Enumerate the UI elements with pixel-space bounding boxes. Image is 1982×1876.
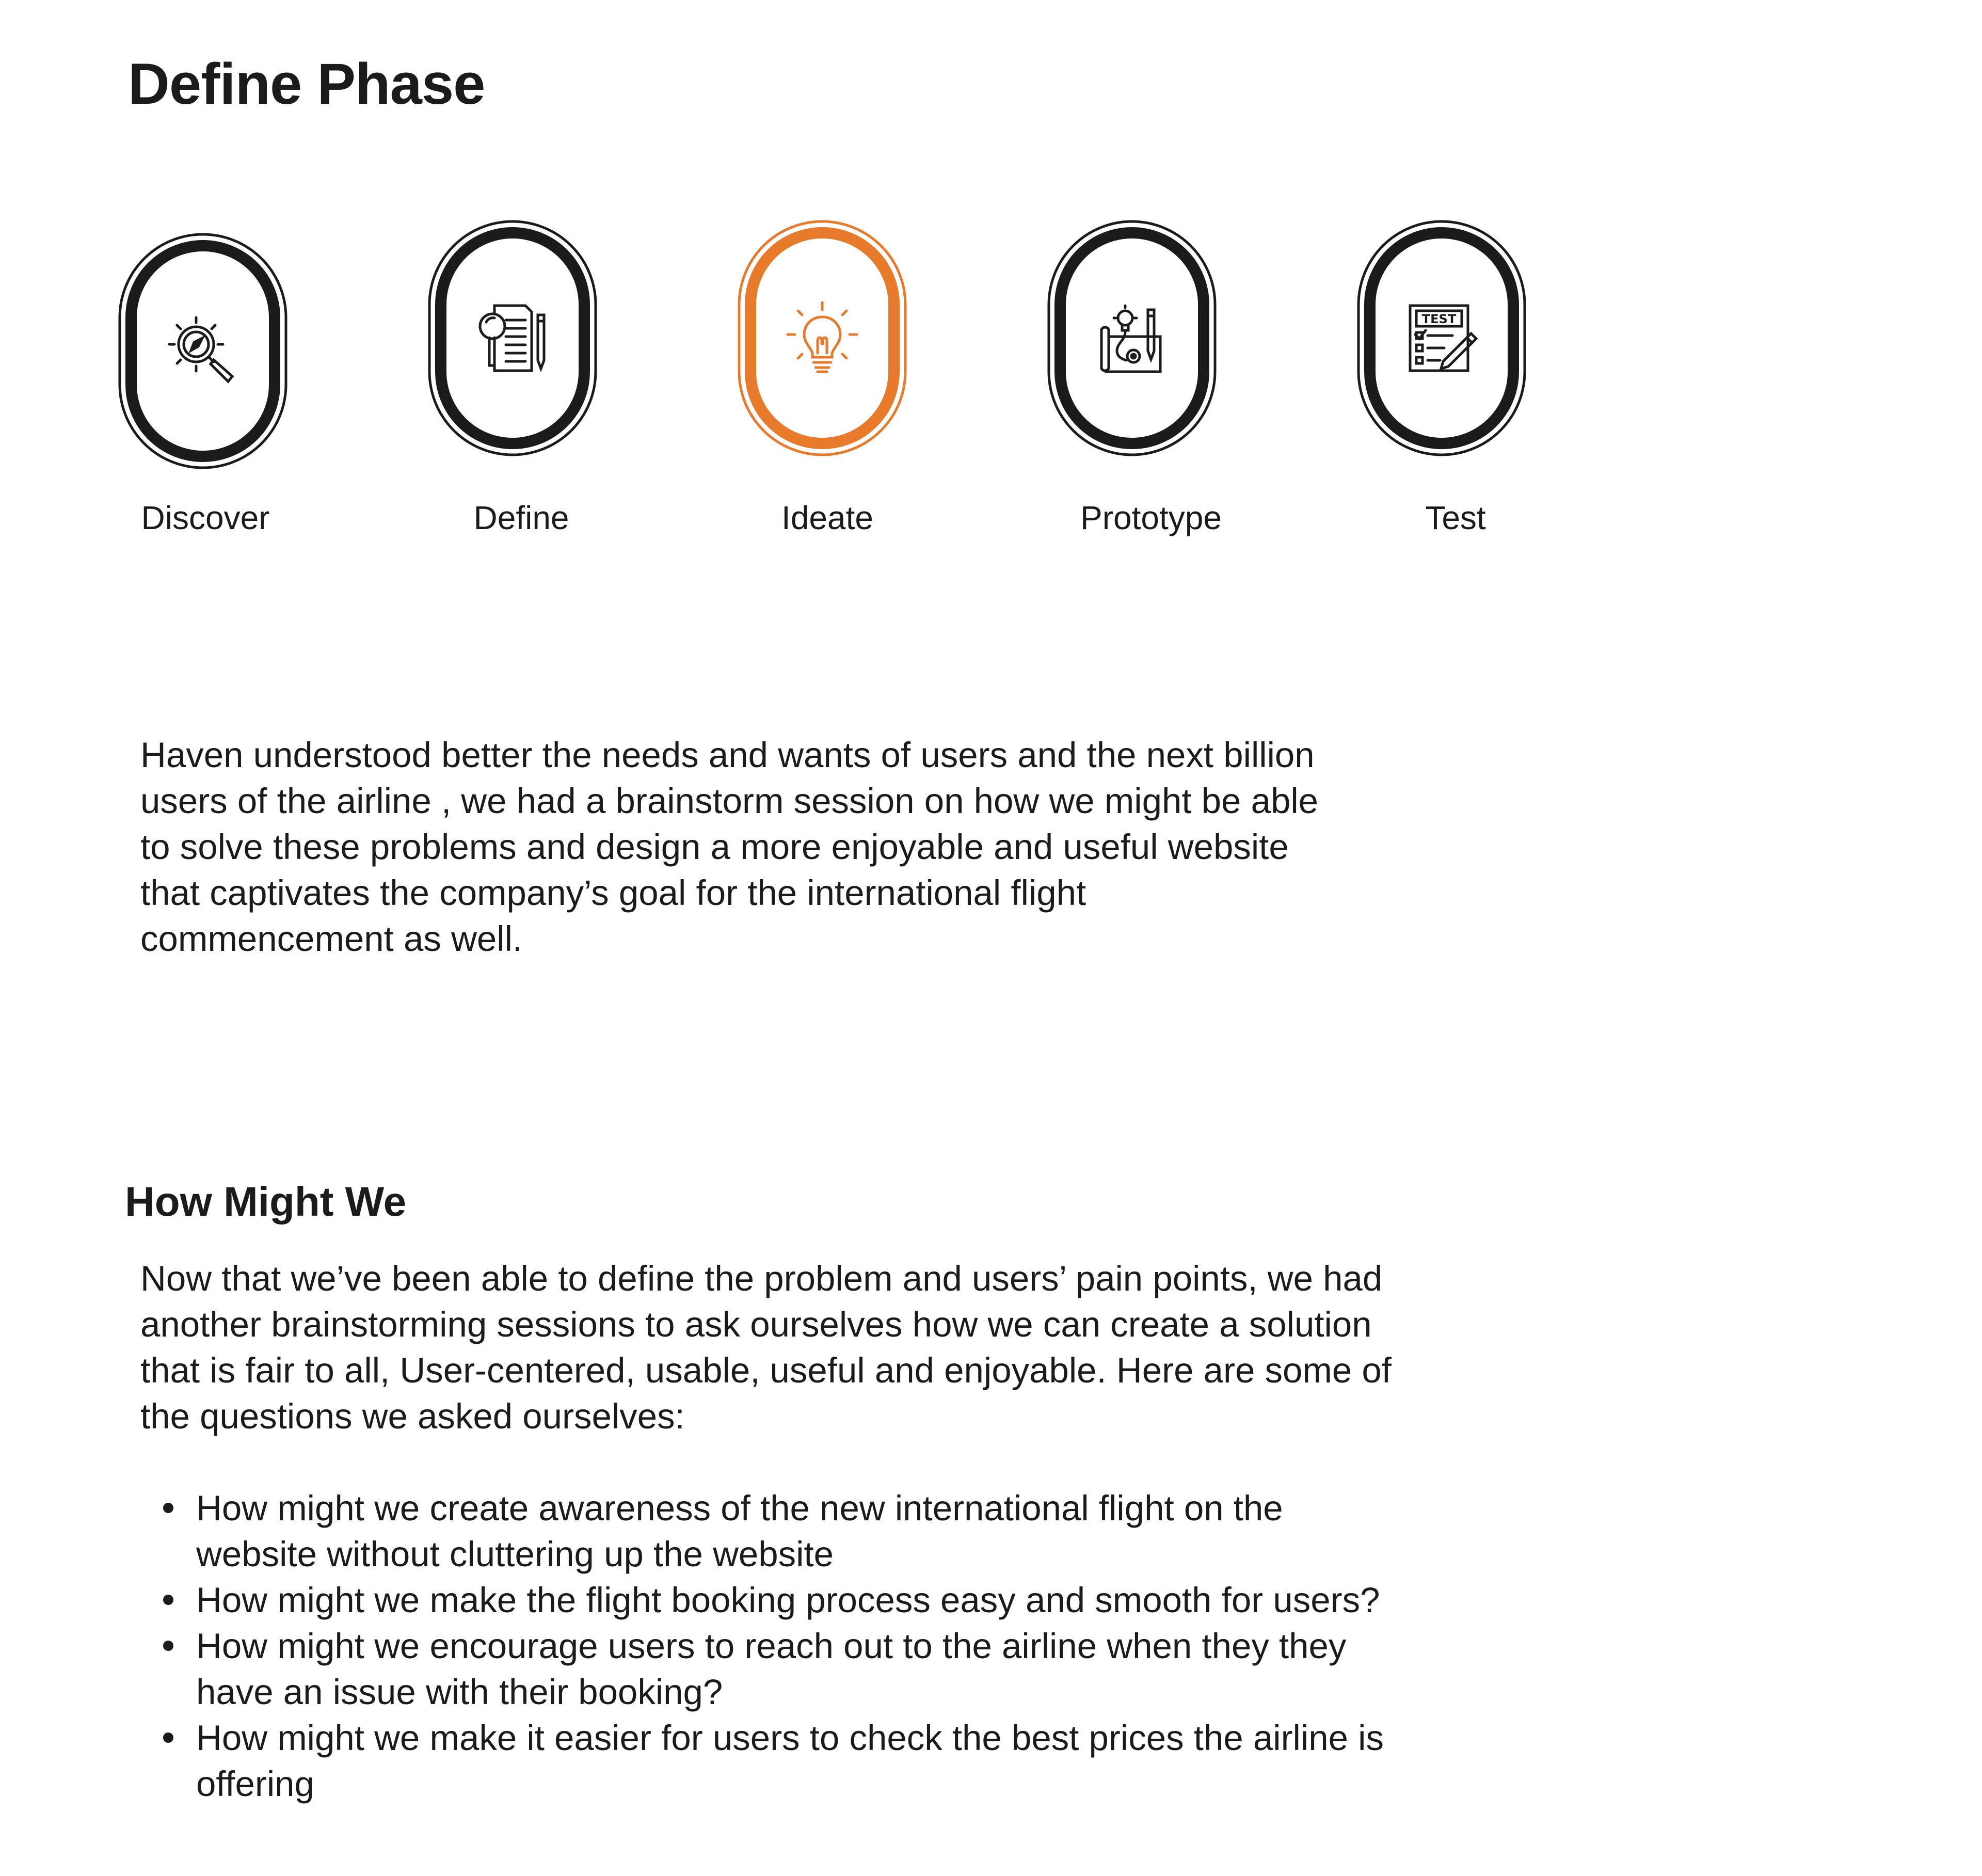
hmw-question-line: offering (196, 1764, 314, 1804)
stage-prototype[interactable] (1047, 219, 1217, 457)
hmw-question (196, 1623, 1641, 1715)
stage-label-test: Test (1425, 499, 1486, 536)
stage-discover[interactable] (118, 232, 288, 470)
hmw-question (196, 1485, 1641, 1577)
intro-line: users of the airline , we had a brainstorm session on how we might be able (140, 781, 1319, 821)
hmw-question (196, 1577, 1641, 1623)
bullet-dot (163, 1503, 173, 1513)
test-checklist-icon (1403, 299, 1480, 377)
stage-define[interactable] (427, 219, 598, 457)
blueprint-pencil-icon (1093, 299, 1171, 377)
stage-label-discover: Discover (141, 499, 270, 536)
stage-label-prototype: Prototype (1080, 499, 1222, 536)
hmw-question-line: How might we make the flight booking process easy and smooth for users? (196, 1580, 1380, 1620)
bullet-dot (163, 1732, 173, 1743)
compass-magnifier-icon (164, 312, 242, 390)
test-icon-text: TEST (1421, 312, 1457, 326)
intro-line: Haven understood better the needs and wants of users and the next billion (140, 735, 1315, 775)
intro-paragraph (140, 732, 1534, 962)
hmw-intro-line: Now that we’ve been able to define the problem and users’ pain points, we had (140, 1259, 1383, 1298)
intro-line: that captivates the company’s goal for the international flight (140, 873, 1086, 913)
intro-line: to solve these problems and design a more enjoyable and useful website (140, 827, 1289, 867)
stage-test[interactable] (1356, 219, 1527, 457)
hmw-intro-line: that is fair to all, User-centered, usable, useful and enjoyable. Here are some of (140, 1350, 1392, 1390)
stage-ideate[interactable] (737, 219, 907, 457)
hmw-intro-paragraph (140, 1255, 1586, 1439)
hmw-intro-line: the questions we asked ourselves: (140, 1396, 685, 1436)
page-title: Define Phase (128, 52, 485, 116)
hmw-question (196, 1715, 1641, 1807)
lightbulb-icon (784, 299, 861, 377)
intro-line: commencement as well. (140, 919, 523, 959)
hmw-question-line: website without cluttering up the website (196, 1534, 834, 1574)
bullet-dot (163, 1595, 173, 1605)
document-magnifier-icon (474, 299, 551, 377)
hmw-question-list (140, 1485, 1641, 1807)
hmw-intro-line: another brainstorming sessions to ask ourselves how we can create a solution (140, 1305, 1372, 1344)
hmw-question-line: How might we make it easier for users to check the best prices the airline is (196, 1718, 1384, 1758)
hmw-heading: How Might We (125, 1179, 407, 1225)
hmw-question-line: How might we create awareness of the new international flight on the (196, 1488, 1283, 1528)
hmw-question-line: How might we encourage users to reach out to the airline when they they (196, 1626, 1347, 1666)
stage-label-ideate: Ideate (781, 499, 873, 536)
stage-label-define: Define (473, 499, 569, 536)
hmw-question-line: have an issue with their booking? (196, 1672, 723, 1712)
bullet-dot (163, 1641, 173, 1651)
